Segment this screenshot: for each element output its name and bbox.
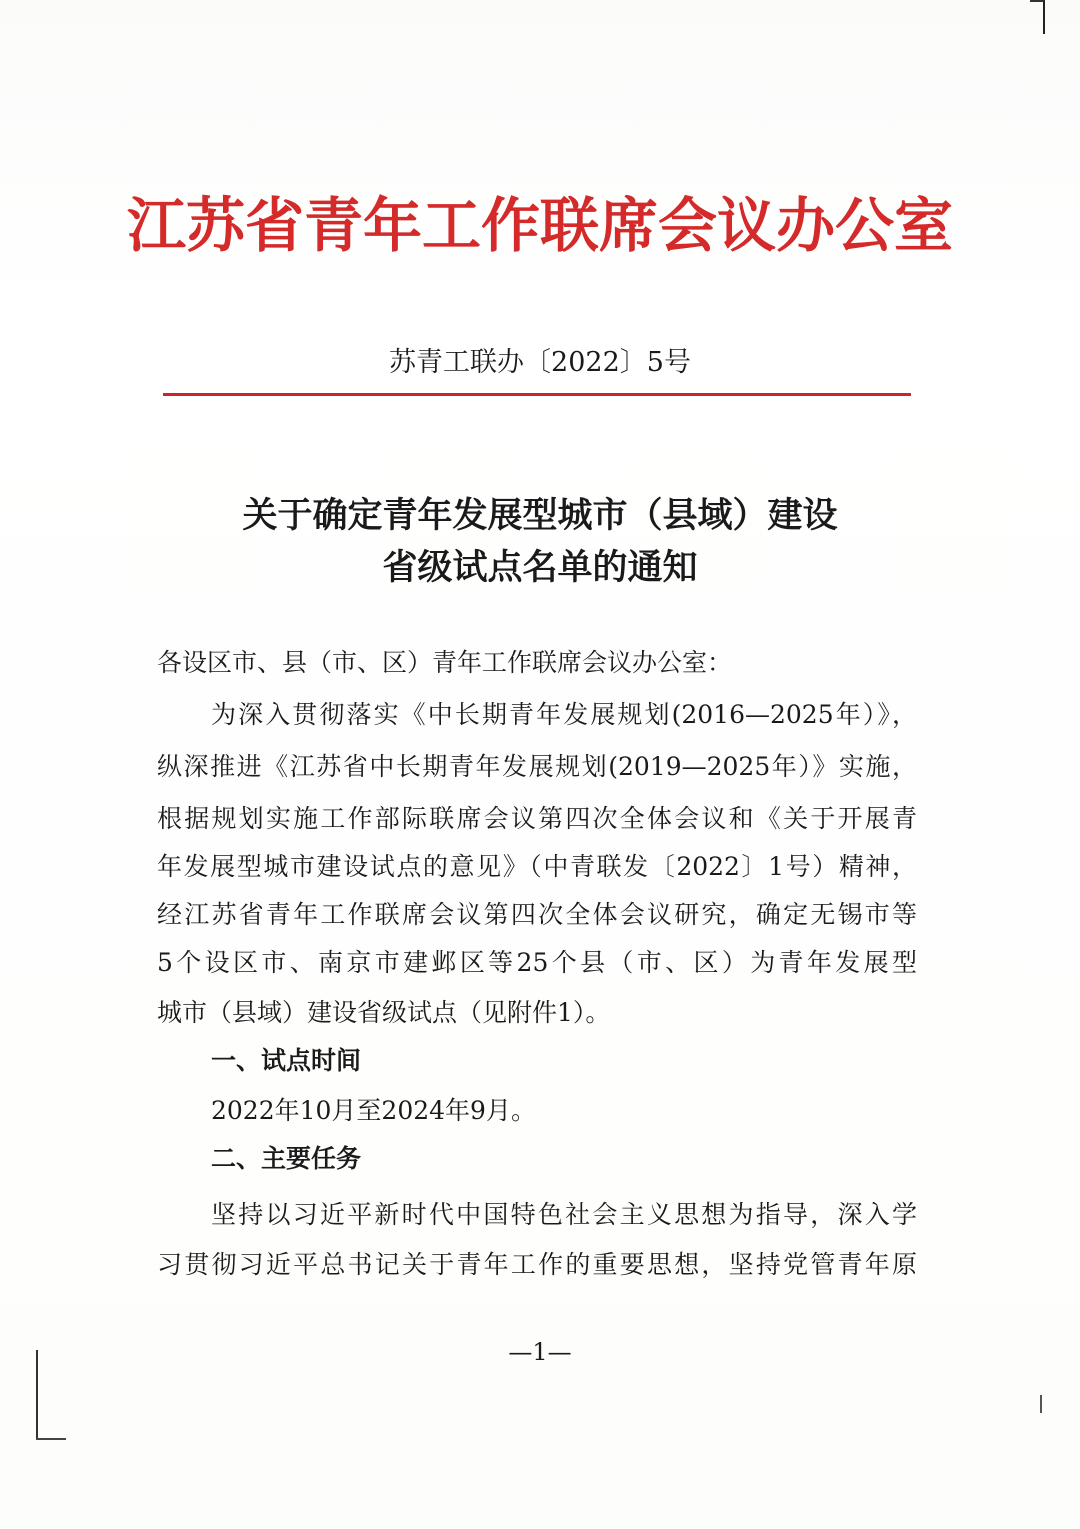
scan-edge-mark — [1030, 0, 1044, 2]
scan-edge-mark — [36, 1438, 66, 1440]
masthead-title: 江苏省青年工作联席会议办公室 — [126, 191, 953, 260]
document-number: 苏青工联办〔2022〕5号 — [389, 347, 691, 378]
paragraph-line: 5个设区市、南京市建邺区等25个县（市、区）为青年发展型 — [157, 948, 917, 977]
salutation: 各设区市、县（市、区）青年工作联席会议办公室： — [157, 648, 733, 677]
paragraph-line: 为深入贯彻落实《中长期青年发展规划(2016—2025年）》， — [211, 700, 917, 729]
scan-edge-mark — [1043, 0, 1045, 34]
section-1-text: 2022年10月至2024年9月。 — [211, 1096, 536, 1125]
notice-title-line-2: 省级试点名单的通知 — [382, 548, 698, 588]
paragraph-line: 年发展型城市建设试点的意见》（中青联发〔2022〕1号）精神， — [157, 852, 917, 881]
notice-title-line-1: 关于确定青年发展型城市（县域）建设 — [242, 496, 838, 536]
paragraph-line: 根据规划实施工作部际联席会议第四次全体会议和《关于开展青 — [157, 804, 917, 833]
section-heading-2: 二、主要任务 — [211, 1144, 362, 1173]
paragraph-line: 城市（县域）建设省级试点（见附件1）。 — [157, 998, 611, 1027]
red-divider-rule — [163, 393, 911, 396]
scan-edge-mark — [1040, 1395, 1042, 1413]
paragraph-line: 坚持以习近平新时代中国特色社会主义思想为指导，深入学 — [211, 1200, 917, 1229]
paragraph-line: 纵深推进《江苏省中长期青年发展规划(2019—2025年）》实施， — [157, 752, 917, 781]
paragraph-line: 经江苏省青年工作联席会议第四次全体会议研究，确定无锡市等 — [157, 900, 917, 929]
page-number: —1— — [508, 1338, 572, 1366]
section-heading-1: 一、试点时间 — [211, 1046, 362, 1075]
paragraph-line: 习贯彻习近平总书记关于青年工作的重要思想，坚持党管青年原 — [157, 1250, 917, 1279]
